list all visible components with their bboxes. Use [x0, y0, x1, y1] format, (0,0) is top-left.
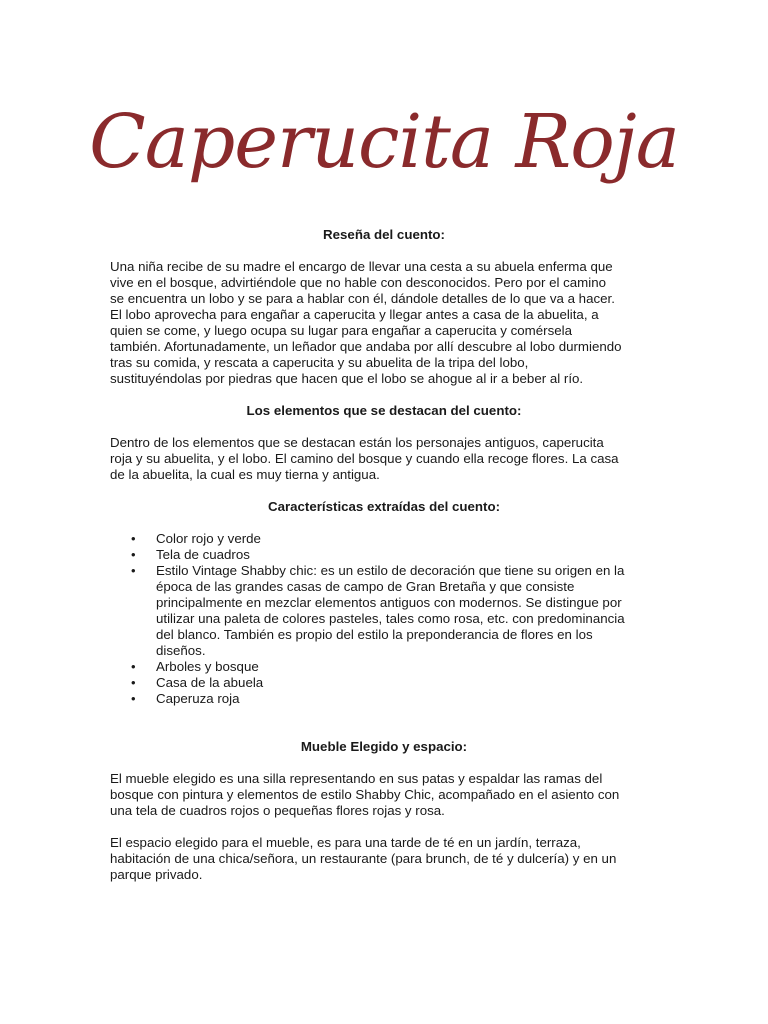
document-title [0, 72, 768, 222]
bullet-icon: • [131, 563, 136, 578]
document-body [110, 227, 658, 883]
paragraph-mueble [110, 771, 658, 819]
list-item [110, 563, 658, 659]
title-lettering [0, 72, 768, 222]
text-line: bosque con pintura y elementos de estilo Shabby Chic, acompañado en el asiento con [110, 787, 620, 802]
paragraph-elementos [110, 435, 658, 483]
paragraph-espacio [110, 835, 658, 883]
list-item [110, 547, 658, 563]
text-line: roja y su abuelita, y el lobo. El camino del bosque y cuando ella recoge flores. La casa [110, 451, 619, 466]
heading-caracteristicas: Características extraídas del cuento: [267, 499, 501, 514]
text-line: Casa de la abuela [156, 675, 264, 690]
text-line: vive en el bosque, advirtiéndole que no hable con desconocidos. Pero por el camino [110, 275, 607, 290]
text-line: El mueble elegido es una silla representando en sus patas y espaldar las ramas del [110, 771, 603, 786]
text-line: Una niña recibe de su madre el encargo de llevar una cesta a su abuela enferma que [110, 259, 613, 274]
heading-mueble: Mueble Elegido y espacio: [300, 739, 468, 754]
text-line: del blanco. También es propio del estilo la preponderancia de flores en los [156, 627, 593, 642]
text-line: utilizar una paleta de colores pasteles, tales como rosa, etc. con predominancia [156, 611, 625, 626]
text-line: Color rojo y verde [156, 531, 261, 546]
bullet-icon: • [131, 691, 136, 706]
title-text: Caperucita Roja [89, 99, 679, 185]
text-line: quien se come, y luego ocupa su lugar para engañar a caperucita y comérsela [110, 323, 572, 338]
text-line: parque privado. [110, 867, 203, 882]
heading-resena: Reseña del cuento: [323, 227, 445, 242]
text-line: Tela de cuadros [156, 547, 250, 562]
list-item [110, 675, 658, 691]
bullet-icon: • [131, 547, 136, 562]
list-item [110, 531, 658, 547]
list-item [110, 659, 658, 675]
text-line: sustituyéndolas por piedras que hacen que el lobo se ahogue al ir a beber al río. [110, 371, 584, 386]
text-line: El lobo aprovecha para engañar a caperucita y llegar antes a casa de la abuelita, a [110, 307, 599, 322]
text-line: Estilo Vintage Shabby chic: es un estilo de decoración que tiene su origen en la [156, 563, 625, 578]
heading-elementos: Los elementos que se destacan del cuento: [246, 403, 522, 418]
text-line: El espacio elegido para el mueble, es para una tarde de té en un jardín, terraza, [110, 835, 581, 850]
bullet-icon: • [131, 531, 136, 546]
text-line: habitación de una chica/señora, un restaurante (para brunch, de té y dulcería) y en un [110, 851, 617, 866]
paragraph-resena [110, 259, 658, 387]
bullet-icon: • [131, 659, 136, 674]
list-item [110, 691, 658, 707]
text-line: época de las grandes casas de campo de Gran Bretaña y que consiste [156, 579, 575, 594]
text-line: Arboles y bosque [156, 659, 259, 674]
text-line: una tela de cuadros rojos o pequeñas flores rojas y rosa. [110, 803, 445, 818]
text-line: se encuentra un lobo y se para a hablar con él, dándole detalles de lo que va a hacer. [110, 291, 615, 306]
text-line: tras su comida, y rescata a caperucita y su abuelita de la tripa del lobo, [110, 355, 529, 370]
text-line: diseños. [156, 643, 206, 658]
text-line: también. Afortunadamente, un leñador que andaba por allí descubre al lobo durmiendo [110, 339, 622, 354]
text-line: Caperuza roja [156, 691, 240, 706]
text-line: de la abuelita, la cual es muy tierna y antigua. [110, 467, 380, 482]
bullet-icon: • [131, 675, 136, 690]
text-line: Dentro de los elementos que se destacan están los personajes antiguos, caperucita [110, 435, 604, 450]
text-line: principalmente en mezclar elementos antiguos con modernos. Se distingue por [156, 595, 622, 610]
features-list [110, 531, 658, 707]
